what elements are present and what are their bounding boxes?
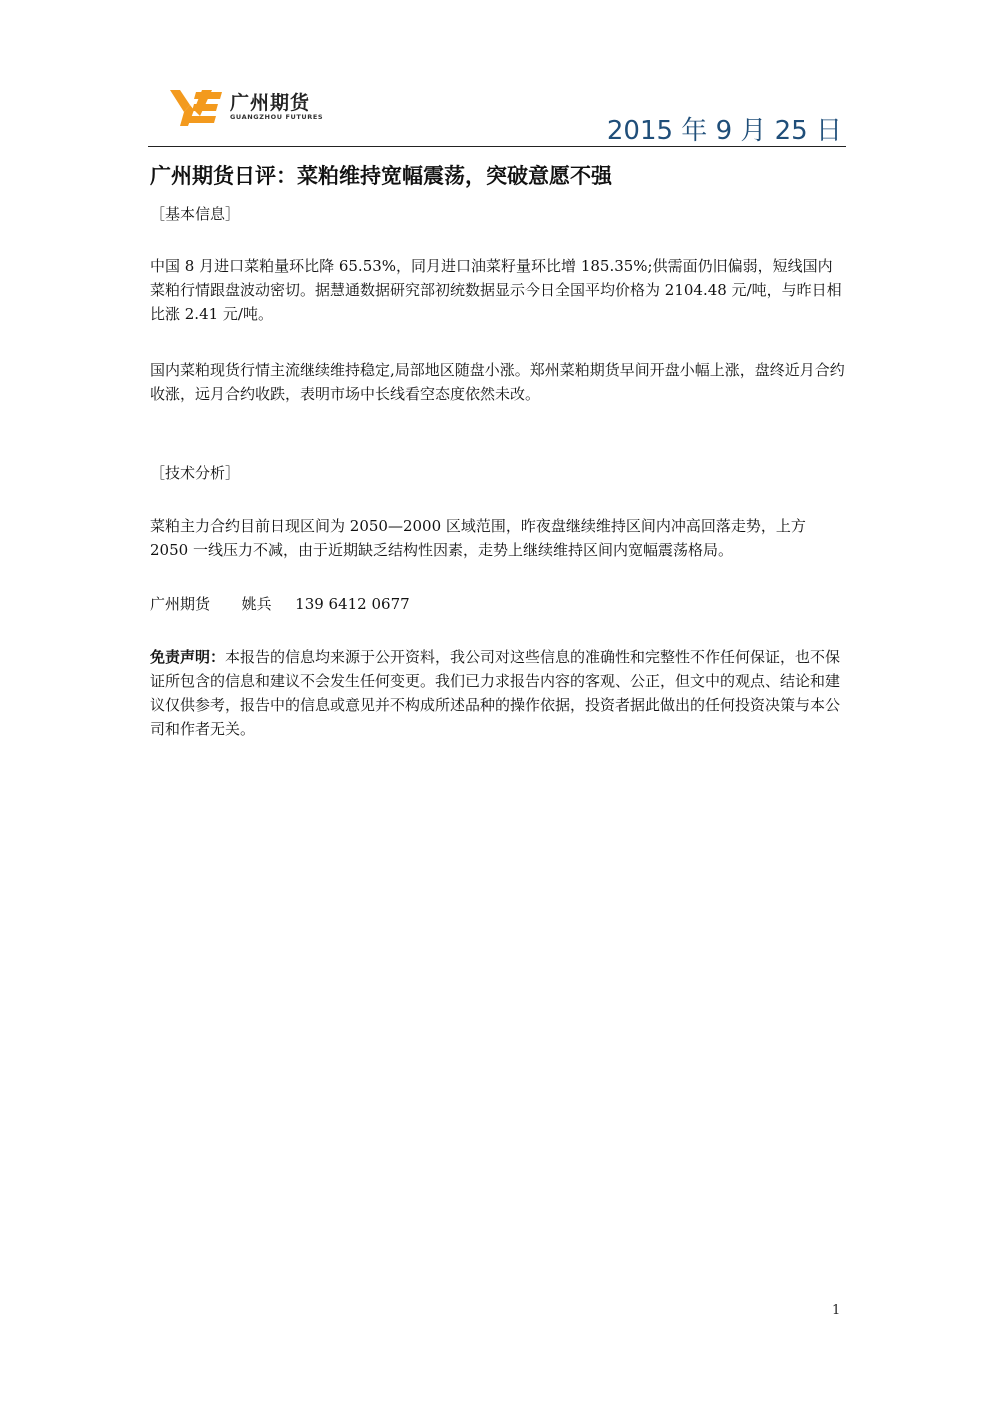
report-title: 广州期货日评：菜粕维持宽幅震荡，突破意愿不强 [150, 164, 612, 188]
contact-company: 广州期货 [150, 595, 211, 613]
guangzhou-futures-logo-icon [170, 88, 222, 126]
disclaimer-label: 免责声明： [150, 648, 226, 666]
disclaimer-text: 本报告的信息均来源于公开资料，我公司对这些信息的准确性和完整性不作任何保证，也不保证所包含的信息和建议不会发生任何变更。我们已力求报告内容的客观、公正，但文中的观点、结论和建议仅供参考，报告中的信息或意见并不构成所述品种的操作依据，投资者据此做出的任何投资决策与本公司和作者无关。 [150, 648, 841, 738]
contact-line [150, 593, 410, 614]
tech-analysis-paragraph: 菜粕主力合约目前日现区间为 2050—2000 区域范围，昨夜盘继续维持区间内冲高回落走势，上方 2050 一线压力不减，由于近期缺乏结构性因素，走势上继续维持区间内宽幅震荡格局。 [150, 517, 806, 559]
logo-text: 广州期货 [230, 92, 311, 114]
header-divider [148, 146, 846, 147]
basic-info-label: ［基本信息］ [150, 205, 241, 223]
company-logo [170, 86, 370, 130]
contact-phone: 139 6412 0677 [295, 595, 410, 613]
contact-name: 姚兵 [241, 595, 272, 613]
logo-subtext: GUANGZHOU FUTURES [230, 113, 324, 121]
report-date: 2015 年 9 月 25 日 [606, 116, 842, 146]
tech-analysis-label: ［技术分析］ [150, 464, 241, 482]
basic-info-paragraph-1: 中国 8 月进口菜粕量环比降 65.53%，同月进口油菜籽量环比增 185.35%;供需面仍旧偏弱，短线国内菜粕行情跟盘波动密切。据慧通数据研究部初统数据显示今日全国平均价格为 2104.48 元/吨，与昨日相比涨 2.41 元/吨。 [150, 257, 842, 323]
basic-info-paragraph-2: 国内菜粕现货行情主流继续维持稳定,局部地区随盘小涨。郑州菜粕期货早间开盘小幅上涨，盘终近月合约收涨，远月合约收跌，表明市场中长线看空态度依然未改。 [150, 361, 845, 403]
disclaimer [150, 645, 846, 741]
page-number: 1 [832, 1303, 841, 1318]
